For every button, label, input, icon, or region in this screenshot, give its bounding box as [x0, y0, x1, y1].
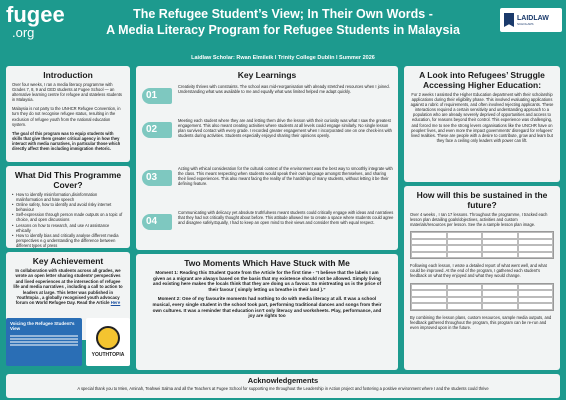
cover-list: [6, 190, 130, 248]
feedback-table-image: [410, 283, 554, 311]
youthtopia-logo: [86, 318, 130, 366]
article-card[interactable]: [6, 318, 82, 366]
moments-title: Two Moments Which Have Stuck with Me: [184, 258, 350, 268]
achievement-text: [6, 266, 130, 308]
learning-number: 03: [142, 170, 172, 186]
article-card-title: Voicing the Refugee Student’s View: [10, 321, 75, 331]
laidlaw-logo: [500, 8, 562, 32]
article-card-line: [10, 344, 78, 346]
article-link[interactable]: Here: [110, 300, 121, 306]
higher-education-title: A Look into Refugees’ Struggle Accessing Higher Education:: [419, 70, 545, 90]
sustain-title: How will this be sustained in the future?: [416, 190, 548, 210]
youthtopia-emblem-icon: [96, 326, 120, 350]
moment-1: Moment 1: Reading this Student Quote from the Article for the first time - “I believe that the labels I am given as a migrant are always based on the basis that my existence should not be allowed. Simply living and existing here makes the locals think that they are doing us a favour. So mistreating us is the price of their favour ( simply letting us breathe in their land ).”: [152, 270, 382, 292]
introduction-panel: [6, 66, 130, 162]
acknowledgements-title: Acknowledgements: [247, 376, 319, 385]
achievement-title: Key Achievement: [32, 256, 104, 266]
introduction-p1: Over four weeks, I ran a media literacy programme with Grades 7, 8, 9 and GED students at Fugee School — an alternative learning centre for refugee and stateless students in Malaysia.: [12, 82, 122, 103]
poster-header: [0, 0, 566, 52]
acknowledgements-panel: [6, 374, 560, 398]
key-learnings-title: Key Learnings: [237, 70, 297, 80]
moments-panel: [136, 254, 398, 370]
fugee-logo-main: fugee: [6, 2, 65, 27]
title-line-1: The Refugee Student’s View; In Their Own Words -: [133, 7, 433, 21]
list-item: • How to identify misinformation,disinformation malinformation and hate speech: [12, 192, 124, 202]
cover-panel: [6, 166, 130, 248]
learning-number: 02: [142, 122, 172, 138]
list-item: • Lessons on how to research, and use AI assistance ethically: [12, 223, 124, 233]
list-item: • Online safety, how to identify and avoid risky internet behaviour: [12, 202, 124, 212]
sustain-p3: By combining the lesson plans, custom resources, sample media outputs, and feedback gathered throughout the program, this program can be re-run and even improved upon in the future.: [410, 314, 552, 330]
laidlaw-logo-text: LAIDLAW: [517, 14, 549, 22]
sustain-p1: Over 4 weeks , I ran 17 lessons. Throughout the programme, I tracked each lesson plan detailing goals/objectives, activities and custom materials/resources per lesson. See the a sample lesson plan image.: [410, 212, 548, 228]
sustain-p2: Following each lesson, I wrote a detailed report of what went well, and what could be improved. At the end of the program, I gathered each student’s feedback on what they enjoyed and what they would change.: [410, 263, 547, 279]
introduction-title: Introduction: [43, 70, 93, 80]
sustain-panel: [404, 186, 560, 370]
moment-2: Moment 2: One of my favourite moments had nothing to do with media literacy at all. It was a school musical, every single student in the school took part, performing traditional dances and songs from their own cultures. It was a reminder that education isn’t only literacy and worksheets. Play, performance, and joy are rights too: [152, 296, 382, 319]
acknowledgements-text: A special thank you to Mien, Aminah, Teahwei Salma and all the Teachers at Fugee School for supporting me throughout the Leadership in Action project and fostering a positive environment where I and the students could thrive: [77, 386, 489, 391]
lesson-plan-table-image: [410, 231, 554, 259]
learning-text: Creativity thrives with constraints. The school was mid-reorganisation with already stretched resources when I joined. Understanding what was available to me and equally what was limited helped me adapt quickly.: [178, 84, 390, 95]
higher-education-text: For 2 weeks I assisted the Higher Education department with their scholarship applications during their eligibility phase. This involved evaluating applications against a rubric of requirements, and often involved rejecting applicants. These interactions required a certain sensitivity and understanding approach to a population who are already severely deprived of opportunities and access to education, for reasons beyond their control. This experience was challenging, and forced me to see the strong levers organisations like the UNCHR have on peoples’ lives, and even more the impact governments’ disregard for refugees’ lived realities. These are people with a desire to contribute, grow and learn but they face a ceiling only leaders with power can lift.: [410, 92, 554, 143]
list-item: • Self-expression through person made outputs on a topic of choice, and open discussions: [12, 212, 124, 222]
introduction-p3: The goal of this program was to equip students with skills that give them greater critical agency in how they interact with media narratives, in particular those which directly affect them including immigration rhetoric.: [12, 130, 121, 152]
list-item: • How to identify bias and critically analyse different media perspectives e.g understanding the difference between different types of press: [12, 233, 124, 248]
laidlaw-logo-sub: SCHOLARS: [517, 21, 534, 26]
learning-number: 01: [142, 88, 172, 104]
poster-title: [70, 6, 496, 38]
byline: Laidlaw Scholar: Rwan Elmileik I Trinity College Dublin I Summer 2026: [191, 55, 375, 61]
cover-title: What Did This Programme Cover?: [14, 170, 122, 190]
key-learnings-panel: [136, 66, 398, 250]
learning-number: 04: [142, 214, 172, 230]
introduction-p2: Malaysia is not party to the UNHCR Refugee Convention, in turn they do not recognise refugee status, resulting in the exclusion of refugee youth from the national education system.: [12, 106, 121, 127]
fugee-logo: [6, 2, 65, 48]
achievement-body: In collaboration with students across all grades, we wrote an open letter sharing students’ perspectives and lived experiences at the intersection of refugee life and media narratives , including a call to action to leaders at large. This letter was published in Youthtopia , a globally recognised youth advocacy forum on World Refugee Day. Read the Article: [13, 268, 123, 306]
fugee-logo-sub: .org: [12, 25, 35, 40]
article-card-line: [10, 341, 78, 343]
article-card-line: [10, 335, 78, 337]
laidlaw-shield-icon: [504, 13, 514, 27]
learning-text: Acting with ethical consideration for the cultural context of the environment was the best way to smoothly integrate with the class. This meant respecting when students would speak their own language amongst themselves, and sharing their lived experiences. This also meant facing the reality of the hardships of many students, without letting it be their defining feature.: [178, 166, 393, 187]
youthtopia-logo-text: YOUTHTOPIA: [91, 352, 125, 358]
title-line-2: A Media Literacy Program for Refugee Students in Malaysia: [106, 23, 460, 37]
article-card-line: [10, 338, 78, 340]
higher-education-panel: [404, 66, 560, 182]
learning-text: Communicating with delicacy yet absolute truthfulness meant students could critically engage with ideas and narratives that they had not critically thought about before. This attitude allowed me to create a space where students could agree and disagree safely.Equally, I had to keep an open mind to their views and consider them with equal respect.: [178, 210, 394, 226]
learning-text: Meeting each student where they are and letting them drive the lesson with their curiosity was what I saw the greatest engagement. This also meant creating activities where students at all levels could engage similarly. No single lesson plan survived contact with every grade. I recorded greater engagement when I incorporated one on one check-ins with students during activities. Students especially enjoyed sharing their opinions openly.: [178, 118, 392, 139]
